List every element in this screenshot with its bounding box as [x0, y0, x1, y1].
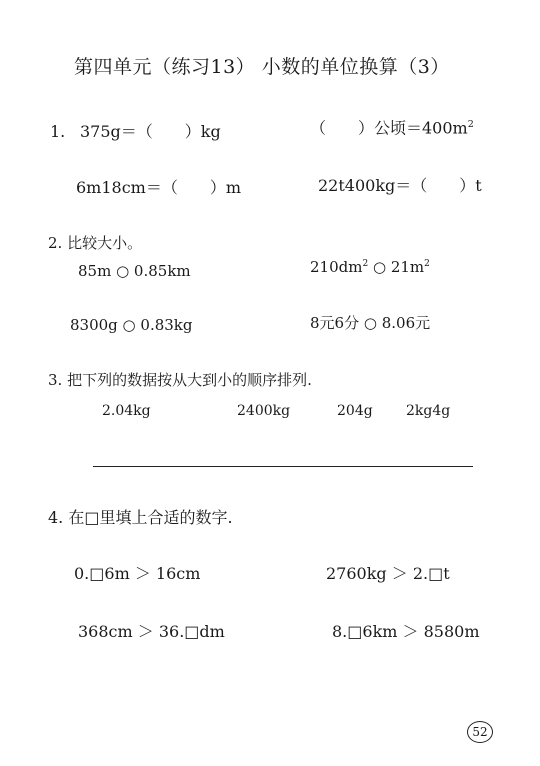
q1-item-d: 22t400kg＝（ ）t: [318, 176, 482, 195]
question-4-heading: 4. 在□里填上合适的数字.: [48, 508, 233, 527]
q4-item-c: 368cm ＞ 36.□dm: [78, 622, 225, 641]
q2-item-b-exponent: 2: [424, 259, 430, 269]
q3-value: 2.04kg: [102, 403, 151, 419]
q1-item-b: （ ）公顷$=400m^2$: [310, 118, 474, 138]
question-1-number: 1.: [50, 122, 66, 141]
q4-item-a: 0.□6m ＞ 16cm: [74, 564, 201, 583]
q2-item-a: 85m ○ 0.85km: [78, 262, 191, 280]
q3-value: 2400kg: [237, 403, 291, 419]
q2-item-c: 8300g ○ 0.83kg: [70, 316, 193, 334]
q4-item-d: 8.□6km ＞ 8580m: [332, 622, 480, 641]
page-title: 第四单元（练习13） 小数的单位换算（3）: [74, 56, 450, 78]
question-2-heading: 2. 比较大小。: [48, 234, 143, 252]
q2-item-d: 8元6分 ○ 8.06元: [310, 314, 431, 332]
q1-item-a: 375g＝（ ）kg: [80, 122, 221, 141]
question-3-heading: 3. 把下列的数据按从大到小的顺序排列.: [48, 371, 312, 389]
page-number: 52: [467, 721, 493, 743]
q4-item-b: 2760kg ＞ 2.□t: [326, 564, 450, 583]
q3-value: 2kg4g: [406, 403, 451, 419]
q2-item-b: $210dm^2$ ○ $21m^2$: [310, 258, 430, 276]
answer-line: [93, 466, 473, 467]
q3-value: 204g: [337, 403, 373, 419]
q1-item-c: 6m18cm＝（ ）m: [76, 178, 242, 197]
q1-item-b-exponent: 2: [467, 119, 474, 130]
